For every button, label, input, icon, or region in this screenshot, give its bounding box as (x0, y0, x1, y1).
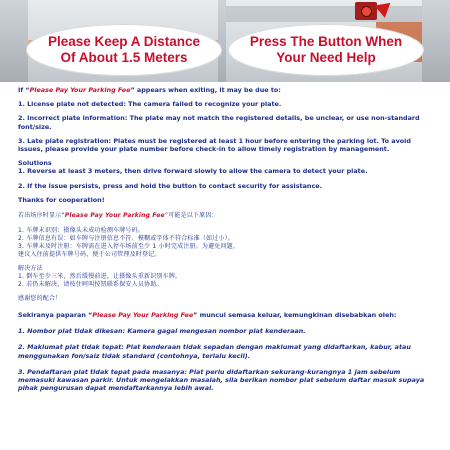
en-solution-2: 2. If the issue persists, press and hold the button to contact security for assistance. (18, 181, 322, 190)
zh-solution-1: 1. 倒车至少三米，然后缓慢前进，让摄像头重新识别车牌。 (18, 273, 182, 281)
en-item-3: 3. Late plate registration: Plates must be registered at least 1 hour before entering the parking lot. To avoid issues, please provide your plate number before check-in to allow timely registration by management. (18, 136, 411, 154)
fee-phrase-zh: Please Pay Your Parking Fee (64, 212, 165, 220)
distance-notice (26, 24, 222, 76)
en-item-1: 1. License plate not detected: The camera failed to recognize your plate. (18, 100, 282, 109)
ms-item-2: 2. Maklumat plat tidak tepat: Plat kenderaan tidak sepadan dengan maklumat yang didaftarkan, kabur, atau menggunakan fon/saiz tidak standard (contohnya, terlalu kecil). (18, 343, 411, 360)
ms-item-1: 1. Nombor plat tidak dikesan: Kamera gagal mengesan nombor plat kenderaan. (18, 327, 306, 336)
zh-item-2: 2. 车牌信息有误：如车牌与注册信息不符、模糊或字体不符合标准（如过小）。 (18, 235, 235, 243)
notice-body (18, 86, 432, 398)
distance-notice-text: Please Keep A Distance Of About 1.5 Meters (47, 34, 201, 65)
zh-intro: 若出场序时显示“Please Pay Your Parking Fee”可能是以下原因： (18, 212, 218, 220)
zh-item-3a: 3. 车牌未及时注册：车牌需在进入停车场前至少 1 小时完成注册。为避免问题， (18, 243, 240, 251)
fee-phrase: Please Pay Your Parking Fee (29, 86, 131, 94)
en-item-2: 2. Incorrect plate information: The plate may not match the registered details, be unclear, or use non-standard font/size. (18, 114, 420, 131)
fee-phrase-ms: Please Pay Your Parking Fee (92, 311, 194, 320)
button-notice-text: Press The Button When Your Need Help (249, 34, 403, 65)
zh-solutions-title: 解决方法 (18, 265, 43, 273)
zh-thanks: 感谢您的配合！ (18, 295, 62, 303)
en-solution-1: 1. Reverse at least 3 meters, then drive forward slowly to allow the camera to detect your plate. (18, 167, 368, 176)
en-intro: If “Please Pay Your Parking Fee” appears when exiting, it may be due to: (18, 86, 281, 94)
ms-intro: Sekiranya paparan “Please Pay Your Parking Fee” muncul semasa keluar, kemungkinan disebabkan oleh: (18, 311, 397, 320)
header-banner (0, 0, 450, 82)
en-thanks: Thanks for cooperation! (18, 195, 105, 204)
zh-item-1: 1. 车牌未识别：摄像头未成功检测车牌号码。 (18, 227, 145, 235)
zh-solution-2: 2. 若仍未解决，请按住呵叫按钮联系保安人员协助。 (18, 281, 163, 289)
zh-item-3b: 建议入住前提供车牌号码，便于公司管理及时登记。 (18, 251, 161, 259)
ms-item-3: 3. Pendaftaran plat tidak tepat pada masanya: Plat perlu didaftarkan sekurang-kurangnya 1 jam sebelum memasuki kawasan parkir. Untuk mengelakkan masalah, sila berikan nombor plat sebelum daftar masuk supaya pihak pengurusan dapat mendaftarkannya lebih awal. (18, 367, 425, 393)
help-button-icon (361, 6, 372, 17)
en-solutions-title: Solutions (18, 159, 52, 168)
button-notice (228, 24, 424, 76)
